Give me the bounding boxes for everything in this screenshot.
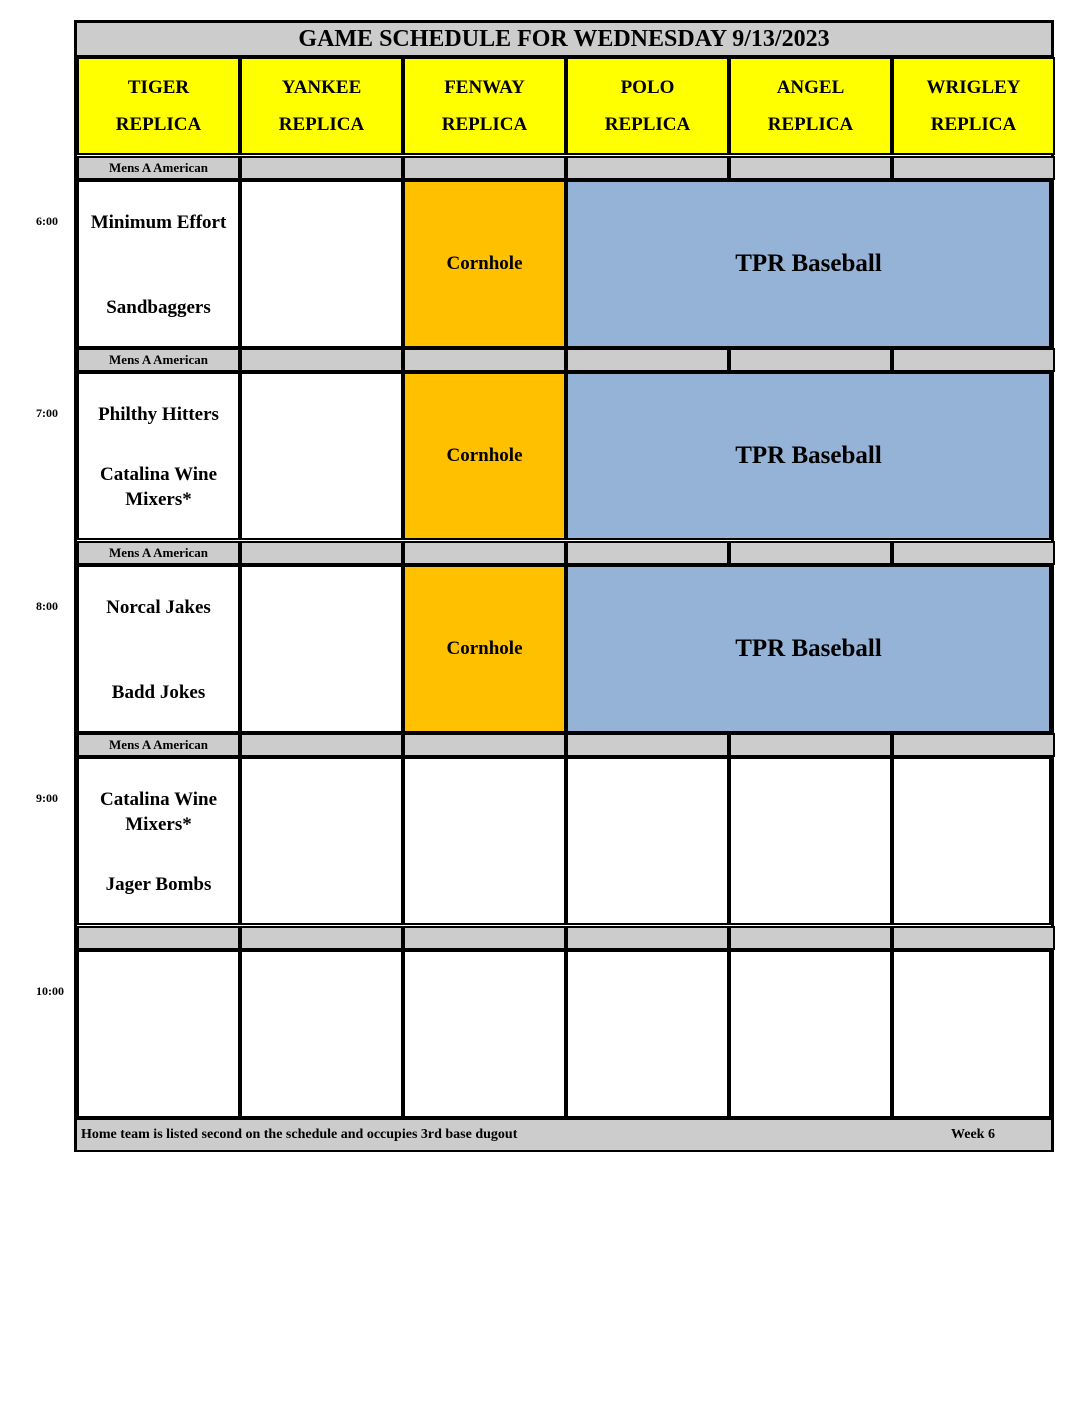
home-team: Badd Jokes	[111, 682, 206, 703]
division-strip	[240, 156, 403, 180]
time-label: 6:00	[36, 214, 58, 228]
division-strip	[566, 156, 729, 180]
away-team: Minimum Effort	[90, 212, 227, 233]
field-name: TIGER	[127, 77, 190, 98]
division-strip	[729, 348, 892, 372]
game-cell	[729, 950, 892, 1118]
game-cell-yankee	[240, 372, 403, 540]
division-strip	[729, 926, 892, 950]
division-strip	[403, 926, 566, 950]
field-header-tiger	[77, 57, 240, 155]
page-title: GAME SCHEDULE FOR WEDNESDAY 9/13/2023	[77, 23, 1051, 57]
division-label: Mens A American	[77, 156, 240, 180]
game-cell	[566, 757, 729, 925]
division-label	[77, 926, 240, 950]
away-team: Catalina Wine Mixers*	[99, 789, 217, 835]
division-strip	[240, 926, 403, 950]
field-subname: REPLICA	[441, 114, 528, 135]
game-cell-tiger	[77, 565, 240, 733]
division-strip	[240, 541, 403, 565]
cornhole-block: Cornhole	[403, 372, 566, 540]
game-cell-yankee	[240, 950, 403, 1118]
division-strip	[566, 541, 729, 565]
division-strip	[892, 156, 1055, 180]
game-cell-tiger	[77, 180, 240, 348]
field-name: YANKEE	[281, 77, 362, 98]
game-cell-tiger	[77, 372, 240, 540]
game-cell	[892, 757, 1051, 925]
time-label: 9:00	[36, 791, 58, 805]
game-cell	[892, 950, 1051, 1118]
division-strip	[892, 348, 1055, 372]
field-header-angel	[729, 57, 892, 155]
tpr-baseball-block: TPR Baseball	[566, 180, 1051, 348]
division-label: Mens A American	[77, 733, 240, 757]
division-strip	[566, 348, 729, 372]
time-label: 10:00	[36, 984, 64, 998]
game-cell	[729, 757, 892, 925]
field-name: WRIGLEY	[926, 77, 1021, 98]
field-subname: REPLICA	[278, 114, 365, 135]
tpr-baseball-block: TPR Baseball	[566, 565, 1051, 733]
home-team: Jager Bombs	[105, 874, 212, 895]
time-label: 7:00	[36, 406, 58, 420]
game-cell-fenway	[403, 757, 566, 925]
division-strip	[729, 733, 892, 757]
division-strip	[892, 541, 1055, 565]
division-strip	[729, 156, 892, 180]
division-strip	[403, 733, 566, 757]
game-cell-tiger	[77, 757, 240, 925]
division-label: Mens A American	[77, 541, 240, 565]
division-strip	[240, 348, 403, 372]
field-subname: REPLICA	[767, 114, 854, 135]
field-name: POLO	[620, 77, 675, 98]
field-header-wrigley	[892, 57, 1055, 155]
game-cell-yankee	[240, 180, 403, 348]
field-header-polo	[566, 57, 729, 155]
division-strip	[892, 926, 1055, 950]
away-team: Norcal Jakes	[106, 597, 211, 618]
game-cell-fenway	[403, 950, 566, 1118]
tpr-baseball-block: TPR Baseball	[566, 372, 1051, 540]
game-cell-tiger	[77, 950, 240, 1118]
home-team: Sandbaggers	[106, 297, 211, 318]
field-header-fenway	[403, 57, 566, 155]
footer-bar	[77, 1118, 1051, 1150]
field-name: ANGEL	[776, 77, 845, 98]
division-label: Mens A American	[77, 348, 240, 372]
division-strip	[566, 926, 729, 950]
field-subname: REPLICA	[115, 114, 202, 135]
game-cell	[566, 950, 729, 1118]
division-strip	[403, 348, 566, 372]
division-strip	[729, 541, 892, 565]
field-subname: REPLICA	[930, 114, 1017, 135]
away-team: Philthy Hitters	[98, 404, 219, 425]
time-label: 8:00	[36, 599, 58, 613]
field-name: FENWAY	[444, 77, 525, 98]
division-strip	[240, 733, 403, 757]
week-label: Week 6	[951, 1127, 995, 1142]
division-strip	[403, 541, 566, 565]
schedule-sheet	[74, 20, 1054, 1152]
footer-note: Home team is listed second on the schedule and occupies 3rd base dugout	[81, 1127, 518, 1142]
home-team: Catalina Wine Mixers*	[99, 464, 217, 510]
field-header-yankee	[240, 57, 403, 155]
game-cell-yankee	[240, 565, 403, 733]
cornhole-block: Cornhole	[403, 565, 566, 733]
division-strip	[892, 733, 1055, 757]
game-cell-yankee	[240, 757, 403, 925]
division-strip	[566, 733, 729, 757]
cornhole-block: Cornhole	[403, 180, 566, 348]
field-subname: REPLICA	[604, 114, 691, 135]
division-strip	[403, 156, 566, 180]
